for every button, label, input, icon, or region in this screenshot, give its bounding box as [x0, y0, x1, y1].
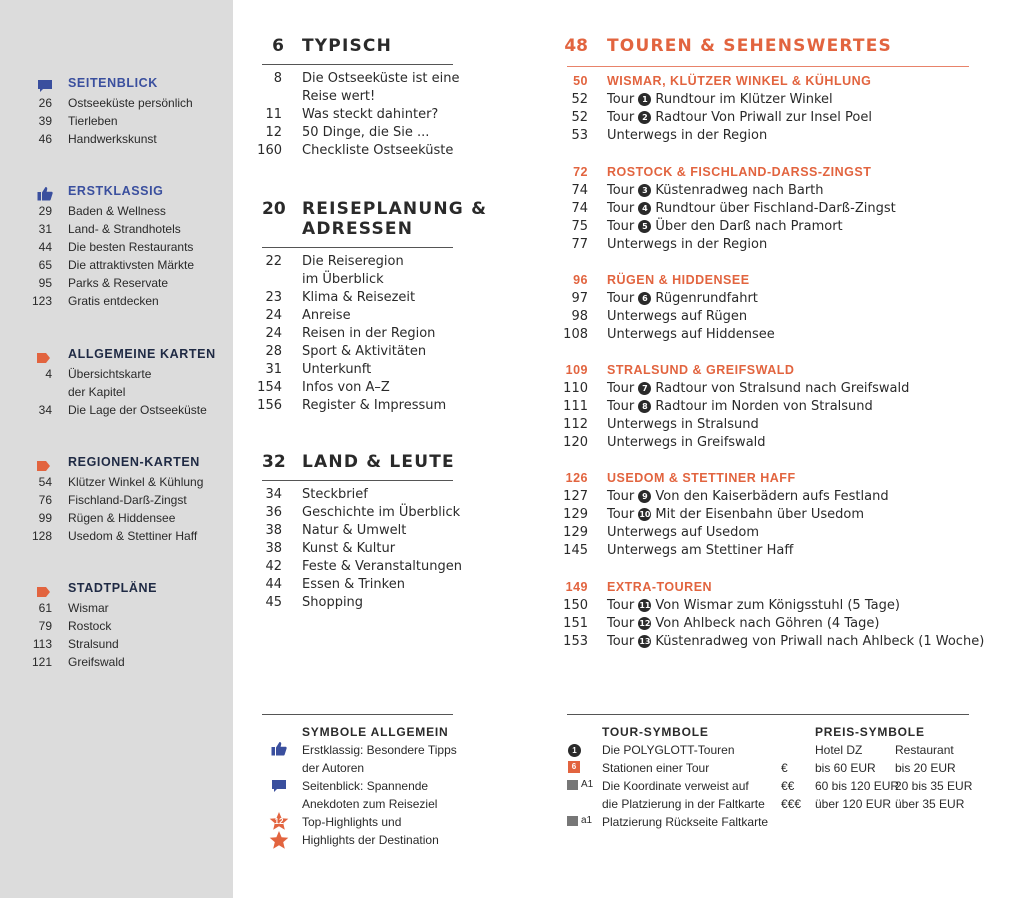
tour-word: Tour [607, 201, 635, 216]
entry-text: Unterwegs in der Region [607, 237, 768, 252]
page-number: 120 [563, 435, 588, 450]
page-number: 34 [38, 403, 52, 417]
entry-text: der Kapitel [68, 385, 126, 399]
page-number: 75 [571, 219, 588, 234]
tour-number-badge: 7 [638, 382, 651, 395]
page-number: 129 [563, 507, 588, 522]
tour-word: Tour [607, 110, 635, 125]
page-number: 150 [563, 598, 588, 613]
entry-text [607, 291, 758, 306]
map-coordinate-back-label: a1 [581, 815, 593, 826]
price-restaurant: über 35 EUR [895, 797, 965, 811]
entry-text: Kunst & Kultur [302, 541, 396, 556]
page-number: 77 [571, 237, 588, 252]
tour-number-badge: 1 [638, 93, 651, 106]
entry-text: Die besten Restaurants [68, 240, 194, 254]
page-number: 110 [563, 381, 588, 396]
entry-text: Unterwegs in der Region [607, 128, 768, 143]
page-number: 109 [565, 363, 588, 377]
sidebar-section-3 [0, 454, 233, 546]
entry-text: Checkliste Ostseeküste [302, 143, 454, 158]
legend-rule-right [567, 714, 969, 715]
page-number: 23 [265, 290, 282, 305]
page-number: 98 [571, 309, 588, 324]
page-number: 24 [265, 326, 282, 341]
page-number: 145 [563, 543, 588, 558]
sidebar-entry [0, 95, 233, 113]
page-number: 22 [265, 254, 282, 269]
page-number: 128 [31, 529, 52, 543]
page-number: 24 [265, 308, 282, 323]
entry-text [607, 507, 864, 522]
page-number: 151 [563, 616, 588, 631]
page-number: 112 [563, 417, 588, 432]
page-number: 121 [31, 655, 52, 669]
legend-symbole-line: Erstklassig: Besondere Tipps [302, 743, 457, 757]
entry-text: Rügen & Hiddensee [68, 511, 176, 525]
tour-description: Rundtour über Fischland-Darß-Zingst [655, 201, 896, 216]
preis-col-restaurant: Restaurant [895, 743, 954, 757]
page-number: 44 [265, 577, 282, 592]
tour-description: Küstenradweg nach Barth [655, 183, 824, 198]
sidebar-section-header [0, 75, 233, 95]
entry-text [607, 201, 896, 216]
entry-text: Die Lage der Ostseeküste [68, 403, 207, 417]
sidebar-entry [0, 366, 233, 384]
tour-description: Von den Kaiserbädern aufs Festland [655, 489, 889, 504]
entry-text: Unterwegs auf Hiddensee [607, 327, 775, 342]
sidebar-entry [0, 221, 233, 239]
sidebar-entry [0, 257, 233, 275]
entry-text: Unterwegs in Greifswald [607, 435, 766, 450]
entry-text: Die Ostseeküste ist eine [302, 71, 460, 86]
typisch-rule [262, 64, 453, 65]
sidebar-entry [0, 528, 233, 546]
sidebar-entry [0, 131, 233, 149]
sidebar-section-header [0, 183, 233, 203]
entry-text: Stralsund [68, 637, 119, 651]
page-number: 34 [265, 487, 282, 502]
entry-text: Shopping [302, 595, 364, 610]
sidebar-entry [0, 474, 233, 492]
page-number: 4 [45, 367, 52, 381]
tour-station-icon: 6 [568, 761, 580, 773]
sidebar-entry [0, 402, 233, 420]
page-number: 38 [265, 523, 282, 538]
entry-text: Klützer Winkel & Kühlung [68, 475, 204, 489]
sidebar-entry [0, 293, 233, 311]
page-number: 149 [565, 580, 588, 594]
entry-text [607, 598, 900, 613]
page-number: 28 [265, 344, 282, 359]
sidebar-section-title: REGIONEN-KARTEN [68, 455, 200, 469]
tour-description: Rügenrundfahrt [655, 291, 758, 306]
page-number: 156 [257, 398, 282, 413]
tour-word: Tour [607, 507, 635, 522]
reiseplanung-section-title: REISEPLANUNG & [302, 199, 488, 219]
tour-number-badge: 6 [638, 292, 651, 305]
page-number: 72 [573, 165, 588, 179]
price-symbol: €€ [781, 779, 795, 793]
price-symbol: € [781, 761, 788, 775]
tour-number-badge: 9 [638, 490, 651, 503]
land-section-number: 32 [262, 452, 286, 472]
sidebar-section-title: SEITENBLICK [68, 76, 158, 90]
legend-symbole-line: Highlights der Destination [302, 833, 439, 847]
tour-number-badge: 8 [638, 400, 651, 413]
tour-description: Mit der Eisenbahn über Usedom [655, 507, 864, 522]
entry-text [607, 92, 833, 107]
page-number: 31 [38, 222, 52, 236]
sidebar-entry [0, 600, 233, 618]
tour-description: Radtour im Norden von Stralsund [655, 399, 873, 414]
entry-text: Feste & Veranstaltungen [302, 559, 462, 574]
entry-text: Essen & Trinken [302, 577, 405, 592]
entry-text: Gratis entdecken [68, 294, 159, 308]
sidebar-section-header [0, 580, 233, 600]
sidebar-section-1 [0, 183, 233, 311]
tour-description: Von Ahlbeck nach Göhren (4 Tage) [655, 616, 880, 631]
page-number: 108 [563, 327, 588, 342]
legend-symbole-line: der Autoren [302, 761, 365, 775]
tour-description: Rundtour im Klützer Winkel [655, 92, 833, 107]
price-restaurant: 20 bis 35 EUR [895, 779, 973, 793]
entry-text [607, 399, 873, 414]
region-title: STRALSUND & GREIFSWALD [607, 363, 795, 377]
page-number: 96 [573, 273, 588, 287]
page-number: 31 [265, 362, 282, 377]
page-number: 127 [563, 489, 588, 504]
map-coordinate-label: A1 [581, 779, 594, 790]
tour-word: Tour [607, 489, 635, 504]
touren-section-number: 48 [564, 36, 588, 56]
page-number: 65 [38, 258, 52, 272]
entry-text: Natur & Umwelt [302, 523, 407, 538]
tour-number-badge: 13 [639, 637, 651, 646]
tour-word: Tour [607, 183, 635, 198]
entry-text: Geschichte im Überblick [302, 505, 461, 520]
tour-badge-icon: 1 [568, 744, 581, 757]
tour-description: Radtour Von Priwall zur Insel Poel [655, 110, 872, 125]
reiseplanung-section-title-2: ADRESSEN [302, 219, 414, 239]
tour-number-badge: 3 [638, 184, 651, 197]
region-title: ROSTOCK & FISCHLAND-DARSS-ZINGST [607, 165, 872, 179]
legend-symbole-line: Seitenblick: Spannende [302, 779, 429, 793]
tour-description: Küstenradweg von Priwall nach Ahlbeck (1 Woche) [655, 634, 985, 649]
legend-preis-title: PREIS-SYMBOLE [815, 725, 925, 739]
page-number: 12 [265, 125, 282, 140]
sidebar-entry [0, 113, 233, 131]
entry-text: Die Reiseregion [302, 254, 404, 269]
page-number: 42 [265, 559, 282, 574]
sidebar-entry [0, 492, 233, 510]
tour-word: Tour [607, 634, 635, 649]
thumbs-up-icon [271, 741, 287, 759]
entry-text: Unterkunft [302, 362, 372, 377]
page-number: 36 [265, 505, 282, 520]
tour-number-badge: 12 [639, 619, 651, 628]
entry-text: Wismar [68, 601, 109, 615]
tour-word: Tour [607, 219, 635, 234]
sidebar-section-4 [0, 580, 233, 672]
tour-word: Tour [607, 616, 635, 631]
entry-text: Reise wert! [302, 89, 376, 104]
region-title: WISMAR, KLÜTZER WINKEL & KÜHLUNG [607, 74, 872, 88]
region-title: RÜGEN & HIDDENSEE [607, 273, 750, 287]
region-title: USEDOM & STETTINER HAFF [607, 471, 796, 485]
entry-text [607, 183, 824, 198]
page-number: 8 [273, 71, 282, 86]
sidebar-section-header [0, 346, 233, 366]
page-number: 11 [265, 107, 282, 122]
page-number: 97 [571, 291, 588, 306]
price-symbol: €€€ [781, 797, 802, 811]
price-hotel: 60 bis 120 EUR [815, 779, 900, 793]
reiseplanung-rule [262, 247, 453, 248]
entry-text: Die attraktivsten Märkte [68, 258, 195, 272]
page-number: 129 [563, 525, 588, 540]
sidebar-entry [0, 636, 233, 654]
sidebar-entry [0, 275, 233, 293]
sidebar-entry [0, 239, 233, 257]
sidebar-entry [0, 654, 233, 672]
entry-text: Ostseeküste persönlich [68, 96, 193, 110]
tour-number-badge: 2 [638, 111, 651, 124]
typisch-section-title: TYPISCH [302, 36, 393, 56]
entry-text: Fischland-Darß-Zingst [68, 493, 187, 507]
legend-tour-line: Stationen einer Tour [602, 761, 710, 775]
sidebar-section-2 [0, 346, 233, 420]
tour-description: Von Wismar zum Königsstuhl (5 Tage) [655, 598, 900, 613]
land-rule [262, 480, 453, 481]
top-highlight-number: 12 [274, 817, 284, 826]
page-number: 45 [265, 595, 282, 610]
page-number: 52 [571, 110, 588, 125]
entry-text: Sport & Aktivitäten [302, 344, 427, 359]
tour-word: Tour [607, 291, 635, 306]
tour-description: Radtour von Stralsund nach Greifswald [655, 381, 910, 396]
entry-text [607, 110, 872, 125]
entry-text: Reisen in der Region [302, 326, 436, 341]
page-number: 39 [38, 114, 52, 128]
page-number: 153 [563, 634, 588, 649]
entry-text: Land- & Strandhotels [68, 222, 181, 236]
tour-word: Tour [607, 399, 635, 414]
entry-text: Übersichtskarte [68, 367, 152, 381]
sidebar-section-title: ERSTKLASSIG [68, 184, 164, 198]
tour-number-badge: 5 [638, 220, 651, 233]
entry-text: Unterwegs auf Rügen [607, 309, 748, 324]
page-number: 154 [257, 380, 282, 395]
entry-text: Infos von A–Z [302, 380, 390, 395]
legend-symbole-title: SYMBOLE ALLGEMEIN [302, 725, 449, 739]
page-number: 74 [571, 201, 588, 216]
legend-tour-line: die Platzierung in der Faltkarte [602, 797, 765, 811]
entry-text: Handwerkskunst [68, 132, 157, 146]
legend-tour-line: Die POLYGLOTT-Touren [602, 743, 735, 757]
tour-number-badge: 10 [639, 510, 651, 519]
page-number: 113 [32, 637, 52, 651]
page-number: 44 [38, 240, 52, 254]
entry-text: Tierleben [68, 114, 118, 128]
entry-text: Unterwegs in Stralsund [607, 417, 759, 432]
typisch-section-number: 6 [272, 36, 284, 56]
legend-tour-line: Platzierung Rückseite Faltkarte [602, 815, 769, 829]
entry-text: Parks & Reservate [68, 276, 169, 290]
entry-text: Unterwegs auf Usedom [607, 525, 760, 540]
reiseplanung-section-number: 20 [262, 199, 286, 219]
page-number: 61 [38, 601, 52, 615]
page-number: 95 [38, 276, 52, 290]
touren-rule [567, 66, 969, 67]
page-number: 111 [563, 399, 588, 414]
map-coordinate-back-icon [567, 816, 578, 826]
top-highlight-icon [269, 812, 289, 832]
page-number: 79 [38, 619, 52, 633]
page-number: 50 [573, 74, 588, 88]
price-hotel: bis 60 EUR [815, 761, 876, 775]
entry-text [607, 381, 909, 396]
entry-text: Greifswald [68, 655, 125, 669]
page-number: 160 [257, 143, 282, 158]
tour-word: Tour [607, 381, 635, 396]
tour-number-badge: 4 [638, 202, 651, 215]
entry-text: Rostock [68, 619, 112, 633]
speech-bubble-icon [271, 779, 287, 796]
tour-word: Tour [607, 92, 635, 107]
legend-tour-line: Die Koordinate verweist auf [602, 779, 749, 793]
sidebar-entry [0, 618, 233, 636]
page-number: 26 [38, 96, 52, 110]
tour-word: Tour [607, 598, 635, 613]
entry-text: Unterwegs am Stettiner Haff [607, 543, 794, 558]
map-coordinate-icon [567, 780, 578, 790]
entry-text: Usedom & Stettiner Haff [68, 529, 198, 543]
page-number: 29 [38, 204, 52, 218]
page-number: 123 [31, 294, 52, 308]
highlight-star-icon [269, 831, 289, 853]
sidebar-section-header [0, 454, 233, 474]
legend-tour-title: TOUR-SYMBOLE [602, 725, 709, 739]
entry-text [607, 219, 843, 234]
page-number: 99 [38, 511, 52, 525]
page-number: 54 [38, 475, 52, 489]
entry-text: Anreise [302, 308, 351, 323]
land-section-title: LAND & LEUTE [302, 452, 455, 472]
sidebar-entry [0, 510, 233, 528]
legend-symbole-line: Top-Highlights und [302, 815, 402, 829]
tour-number-badge: 11 [639, 601, 651, 610]
entry-text: Steckbrief [302, 487, 368, 502]
legend-symbole-line: Anekdoten zum Reiseziel [302, 797, 438, 811]
sidebar-section-0 [0, 75, 233, 149]
price-hotel: über 120 EUR [815, 797, 892, 811]
page-number: 46 [38, 132, 52, 146]
sidebar-entry [0, 384, 233, 402]
tour-description: Über den Darß nach Pramort [655, 219, 843, 234]
entry-text: 50 Dinge, die Sie ... [302, 125, 430, 140]
page-number: 38 [265, 541, 282, 556]
sidebar-entry [0, 203, 233, 221]
sidebar-section-title: ALLGEMEINE KARTEN [68, 347, 216, 361]
sidebar-section-title: STADTPLÄNE [68, 581, 158, 595]
page-number: 76 [38, 493, 52, 507]
entry-text: Baden & Wellness [68, 204, 166, 218]
entry-text: Was steckt dahinter? [302, 107, 439, 122]
page-number: 74 [571, 183, 588, 198]
page-number: 126 [565, 471, 588, 485]
entry-text [607, 634, 984, 649]
touren-section-title: TOUREN & SEHENSWERTES [607, 36, 892, 56]
preis-col-hotel: Hotel DZ [815, 743, 863, 757]
region-title: EXTRA-TOUREN [607, 580, 713, 594]
price-restaurant: bis 20 EUR [895, 761, 956, 775]
entry-text: Register & Impressum [302, 398, 447, 413]
entry-text [607, 616, 879, 631]
entry-text: Klima & Reisezeit [302, 290, 416, 305]
page-number: 53 [571, 128, 588, 143]
entry-text [607, 489, 889, 504]
legend-rule-left [262, 714, 453, 715]
entry-text: im Überblick [302, 272, 384, 287]
page-number: 52 [571, 92, 588, 107]
